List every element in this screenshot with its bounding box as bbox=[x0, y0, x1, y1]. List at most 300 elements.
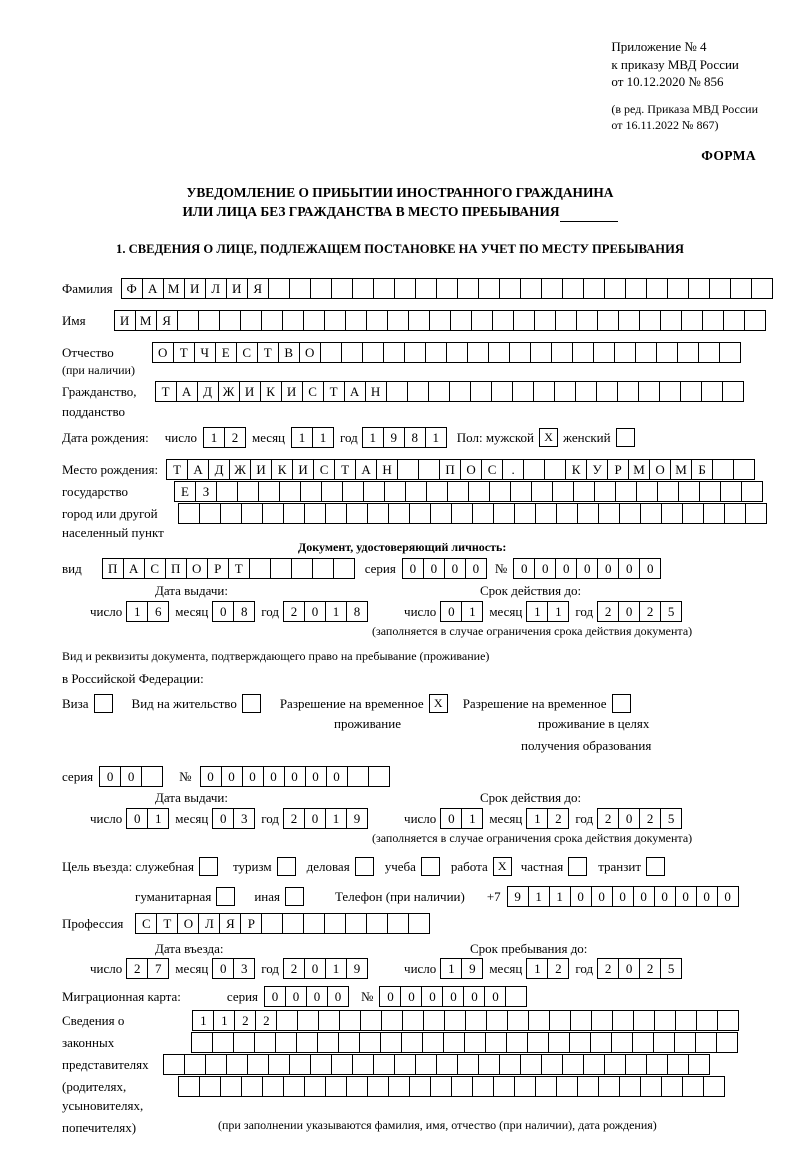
cell[interactable]: 1 bbox=[126, 601, 148, 622]
cell[interactable]: 0 bbox=[221, 766, 243, 787]
cell[interactable]: 0 bbox=[513, 558, 535, 579]
cell[interactable]: Т bbox=[257, 342, 279, 363]
cell[interactable]: Е bbox=[215, 342, 237, 363]
cell[interactable] bbox=[562, 1054, 584, 1075]
cell[interactable] bbox=[418, 459, 440, 480]
cell[interactable]: 9 bbox=[461, 958, 483, 979]
cell[interactable] bbox=[596, 381, 618, 402]
cell[interactable] bbox=[680, 381, 702, 402]
cell[interactable] bbox=[640, 1076, 662, 1097]
doc-issue-month-input[interactable] bbox=[212, 601, 255, 622]
cell[interactable] bbox=[531, 481, 553, 502]
cell[interactable]: 0 bbox=[212, 601, 234, 622]
cell[interactable]: Я bbox=[156, 310, 178, 331]
cell[interactable]: 0 bbox=[618, 558, 640, 579]
name-input[interactable] bbox=[114, 310, 766, 331]
stay-until-year-input[interactable] bbox=[597, 958, 682, 979]
cell[interactable] bbox=[368, 766, 390, 787]
cell[interactable]: С bbox=[302, 381, 324, 402]
private-checkbox[interactable] bbox=[568, 857, 587, 876]
cell[interactable] bbox=[674, 1032, 696, 1053]
cell[interactable]: У bbox=[586, 459, 608, 480]
cell[interactable] bbox=[656, 342, 678, 363]
cell[interactable] bbox=[681, 310, 703, 331]
cell[interactable]: М bbox=[628, 459, 650, 480]
cell[interactable] bbox=[317, 1032, 339, 1053]
cell[interactable] bbox=[594, 481, 616, 502]
cell[interactable] bbox=[646, 1054, 668, 1075]
cell[interactable] bbox=[387, 913, 409, 934]
cell[interactable]: М bbox=[163, 278, 185, 299]
cell[interactable] bbox=[366, 913, 388, 934]
cell[interactable]: Ж bbox=[218, 381, 240, 402]
cell[interactable] bbox=[507, 1010, 529, 1031]
cell[interactable] bbox=[324, 310, 346, 331]
cell[interactable] bbox=[614, 342, 636, 363]
cell[interactable]: 1 bbox=[213, 1010, 235, 1031]
cell[interactable] bbox=[312, 558, 334, 579]
cell[interactable]: 0 bbox=[633, 886, 655, 907]
phone-input[interactable] bbox=[507, 886, 739, 907]
cell[interactable] bbox=[262, 503, 284, 524]
cell[interactable]: 0 bbox=[99, 766, 121, 787]
cell[interactable] bbox=[527, 1032, 549, 1053]
cell[interactable] bbox=[447, 481, 469, 502]
cell[interactable] bbox=[304, 1076, 326, 1097]
cell[interactable] bbox=[384, 481, 406, 502]
legal-rep-input-2[interactable] bbox=[191, 1032, 738, 1053]
cell[interactable] bbox=[444, 1010, 466, 1031]
cell[interactable] bbox=[575, 381, 597, 402]
cell[interactable] bbox=[625, 1054, 647, 1075]
cell[interactable] bbox=[657, 481, 679, 502]
cell[interactable] bbox=[380, 1032, 402, 1053]
cell[interactable] bbox=[661, 503, 683, 524]
cell[interactable] bbox=[373, 1054, 395, 1075]
cell[interactable] bbox=[407, 381, 429, 402]
cell[interactable]: 1 bbox=[291, 427, 313, 448]
edu-res-checkbox[interactable] bbox=[612, 694, 631, 713]
cell[interactable]: К bbox=[260, 381, 282, 402]
cell[interactable] bbox=[409, 503, 431, 524]
cell[interactable]: 0 bbox=[285, 986, 307, 1007]
stay-issue-month-input[interactable] bbox=[212, 808, 255, 829]
work-checkbox[interactable]: X bbox=[493, 857, 512, 876]
cell[interactable] bbox=[216, 481, 238, 502]
cell[interactable] bbox=[220, 503, 242, 524]
cell[interactable] bbox=[283, 1076, 305, 1097]
cell[interactable] bbox=[653, 1032, 675, 1053]
cell[interactable]: 3 bbox=[233, 958, 255, 979]
cell[interactable] bbox=[632, 1032, 654, 1053]
cell[interactable] bbox=[373, 278, 395, 299]
cell[interactable] bbox=[360, 1010, 382, 1031]
cell[interactable] bbox=[405, 481, 427, 502]
cell[interactable]: 0 bbox=[534, 558, 556, 579]
cell[interactable] bbox=[282, 310, 304, 331]
cell[interactable]: Т bbox=[323, 381, 345, 402]
cell[interactable] bbox=[241, 1076, 263, 1097]
cell[interactable] bbox=[291, 558, 313, 579]
cell[interactable] bbox=[352, 1054, 374, 1075]
stay-issue-day-input[interactable] bbox=[126, 808, 169, 829]
cell[interactable]: 1 bbox=[192, 1010, 214, 1031]
cell[interactable]: И bbox=[292, 459, 314, 480]
transit-checkbox[interactable] bbox=[646, 857, 665, 876]
cell[interactable] bbox=[615, 481, 637, 502]
profession-input[interactable] bbox=[135, 913, 430, 934]
cell[interactable]: 0 bbox=[654, 886, 676, 907]
cell[interactable] bbox=[404, 342, 426, 363]
cell[interactable]: К bbox=[565, 459, 587, 480]
cell[interactable]: И bbox=[226, 278, 248, 299]
cell[interactable] bbox=[363, 481, 385, 502]
cell[interactable]: 0 bbox=[570, 886, 592, 907]
cell[interactable]: 2 bbox=[255, 1010, 277, 1031]
other-checkbox[interactable] bbox=[285, 887, 304, 906]
cell[interactable]: 1 bbox=[526, 808, 548, 829]
cell[interactable]: 2 bbox=[597, 958, 619, 979]
cell[interactable] bbox=[654, 1010, 676, 1031]
cell[interactable] bbox=[346, 1076, 368, 1097]
stay-number-input[interactable] bbox=[200, 766, 390, 787]
cell[interactable] bbox=[520, 278, 542, 299]
cell[interactable]: 1 bbox=[312, 427, 334, 448]
doc-issue-day-input[interactable] bbox=[126, 601, 169, 622]
cell[interactable] bbox=[723, 310, 745, 331]
cell[interactable] bbox=[471, 310, 493, 331]
cell[interactable]: 1 bbox=[325, 808, 347, 829]
cell[interactable]: 0 bbox=[618, 601, 640, 622]
cell[interactable] bbox=[387, 310, 409, 331]
cell[interactable]: 9 bbox=[346, 958, 368, 979]
cell[interactable] bbox=[386, 381, 408, 402]
cell[interactable] bbox=[220, 1076, 242, 1097]
cell[interactable]: 9 bbox=[346, 808, 368, 829]
cell[interactable]: Т bbox=[155, 381, 177, 402]
cell[interactable] bbox=[394, 1054, 416, 1075]
cell[interactable] bbox=[510, 481, 532, 502]
cell[interactable]: И bbox=[114, 310, 136, 331]
cell[interactable]: С bbox=[313, 459, 335, 480]
cell[interactable] bbox=[451, 1076, 473, 1097]
cell[interactable] bbox=[408, 310, 430, 331]
cell[interactable] bbox=[640, 503, 662, 524]
cell[interactable]: 7 bbox=[147, 958, 169, 979]
humanitarian-checkbox[interactable] bbox=[216, 887, 235, 906]
cell[interactable] bbox=[548, 1032, 570, 1053]
cell[interactable] bbox=[423, 1010, 445, 1031]
cell[interactable]: Т bbox=[173, 342, 195, 363]
cell[interactable]: 3 bbox=[233, 808, 255, 829]
cell[interactable] bbox=[597, 310, 619, 331]
cell[interactable] bbox=[163, 1054, 185, 1075]
cell[interactable] bbox=[569, 1032, 591, 1053]
cell[interactable] bbox=[177, 310, 199, 331]
cell[interactable] bbox=[333, 558, 355, 579]
cell[interactable]: 1 bbox=[362, 427, 384, 448]
cell[interactable]: 2 bbox=[224, 427, 246, 448]
cell[interactable] bbox=[591, 1010, 613, 1031]
cell[interactable]: 0 bbox=[421, 986, 443, 1007]
cell[interactable] bbox=[541, 278, 563, 299]
cell[interactable]: 0 bbox=[463, 986, 485, 1007]
cell[interactable] bbox=[534, 310, 556, 331]
doc-series-input[interactable] bbox=[402, 558, 487, 579]
cell[interactable]: О bbox=[299, 342, 321, 363]
cell[interactable] bbox=[276, 1010, 298, 1031]
cell[interactable] bbox=[451, 503, 473, 524]
cell[interactable] bbox=[556, 503, 578, 524]
cell[interactable]: 5 bbox=[660, 601, 682, 622]
cell[interactable]: 8 bbox=[233, 601, 255, 622]
cell[interactable] bbox=[283, 503, 305, 524]
cell[interactable] bbox=[205, 1054, 227, 1075]
cell[interactable] bbox=[415, 278, 437, 299]
cell[interactable] bbox=[677, 342, 699, 363]
cell[interactable]: 1 bbox=[461, 808, 483, 829]
cell[interactable] bbox=[430, 1076, 452, 1097]
legal-rep-input-4[interactable] bbox=[178, 1076, 725, 1097]
cell[interactable] bbox=[388, 503, 410, 524]
cell[interactable]: 8 bbox=[346, 601, 368, 622]
cell[interactable]: Ч bbox=[194, 342, 216, 363]
cell[interactable]: 0 bbox=[555, 558, 577, 579]
cell[interactable]: М bbox=[670, 459, 692, 480]
cell[interactable]: П bbox=[439, 459, 461, 480]
cell[interactable] bbox=[520, 1054, 542, 1075]
purpose-official-checkbox[interactable] bbox=[199, 857, 218, 876]
cell[interactable] bbox=[478, 1054, 500, 1075]
cell[interactable] bbox=[619, 503, 641, 524]
cell[interactable]: 0 bbox=[400, 986, 422, 1007]
stay-series-input[interactable] bbox=[99, 766, 163, 787]
cell[interactable]: О bbox=[460, 459, 482, 480]
cell[interactable] bbox=[450, 310, 472, 331]
cell[interactable] bbox=[212, 1032, 234, 1053]
cell[interactable] bbox=[178, 1076, 200, 1097]
cell[interactable]: 0 bbox=[284, 766, 306, 787]
cell[interactable]: М bbox=[135, 310, 157, 331]
cell[interactable]: 1 bbox=[547, 601, 569, 622]
cell[interactable]: 0 bbox=[326, 766, 348, 787]
cell[interactable] bbox=[199, 1076, 221, 1097]
cell[interactable] bbox=[499, 278, 521, 299]
cell[interactable] bbox=[698, 342, 720, 363]
cell[interactable]: И bbox=[281, 381, 303, 402]
cell[interactable] bbox=[554, 381, 576, 402]
cell[interactable] bbox=[310, 1054, 332, 1075]
cell[interactable] bbox=[491, 381, 513, 402]
cell[interactable]: Б bbox=[691, 459, 713, 480]
cell[interactable]: 0 bbox=[120, 766, 142, 787]
cell[interactable] bbox=[499, 1054, 521, 1075]
cell[interactable] bbox=[724, 503, 746, 524]
cell[interactable]: Л bbox=[205, 278, 227, 299]
cell[interactable] bbox=[712, 459, 734, 480]
birth-month-input[interactable] bbox=[291, 427, 334, 448]
cell[interactable] bbox=[741, 481, 763, 502]
cell[interactable]: С bbox=[481, 459, 503, 480]
cell[interactable]: 2 bbox=[639, 601, 661, 622]
cell[interactable] bbox=[425, 342, 447, 363]
stay-valid-day-input[interactable] bbox=[440, 808, 483, 829]
birth-city-input-2[interactable] bbox=[178, 503, 767, 524]
citizenship-input[interactable] bbox=[155, 381, 744, 402]
cell[interactable]: 1 bbox=[549, 886, 571, 907]
cell[interactable]: Д bbox=[197, 381, 219, 402]
cell[interactable] bbox=[702, 310, 724, 331]
cell[interactable]: 9 bbox=[507, 886, 529, 907]
cell[interactable] bbox=[577, 503, 599, 524]
cell[interactable] bbox=[583, 1054, 605, 1075]
cell[interactable]: 5 bbox=[660, 808, 682, 829]
cell[interactable]: 0 bbox=[305, 766, 327, 787]
tourism-checkbox[interactable] bbox=[277, 857, 296, 876]
cell[interactable] bbox=[719, 342, 741, 363]
cell[interactable]: О bbox=[177, 913, 199, 934]
cell[interactable] bbox=[341, 342, 363, 363]
cell[interactable]: 6 bbox=[147, 601, 169, 622]
cell[interactable] bbox=[636, 481, 658, 502]
cell[interactable]: 0 bbox=[304, 958, 326, 979]
cell[interactable]: И bbox=[239, 381, 261, 402]
cell[interactable]: З bbox=[195, 481, 217, 502]
cell[interactable]: Т bbox=[334, 459, 356, 480]
cell[interactable] bbox=[722, 381, 744, 402]
cell[interactable] bbox=[428, 381, 450, 402]
cell[interactable] bbox=[544, 459, 566, 480]
cell[interactable]: 2 bbox=[283, 601, 305, 622]
cell[interactable]: П bbox=[102, 558, 124, 579]
cell[interactable]: 2 bbox=[283, 808, 305, 829]
cell[interactable]: 0 bbox=[304, 601, 326, 622]
cell[interactable]: Н bbox=[365, 381, 387, 402]
cell[interactable] bbox=[362, 342, 384, 363]
cell[interactable] bbox=[366, 310, 388, 331]
cell[interactable] bbox=[261, 913, 283, 934]
study-checkbox[interactable] bbox=[421, 857, 440, 876]
cell[interactable] bbox=[633, 1010, 655, 1031]
cell[interactable] bbox=[688, 1054, 710, 1075]
cell[interactable] bbox=[415, 1054, 437, 1075]
cell[interactable] bbox=[446, 342, 468, 363]
cell[interactable] bbox=[612, 1010, 634, 1031]
cell[interactable] bbox=[492, 310, 514, 331]
cell[interactable] bbox=[318, 1010, 340, 1031]
cell[interactable] bbox=[282, 913, 304, 934]
cell[interactable]: Р bbox=[240, 913, 262, 934]
cell[interactable] bbox=[506, 1032, 528, 1053]
cell[interactable]: 1 bbox=[325, 601, 347, 622]
cell[interactable] bbox=[303, 310, 325, 331]
cell[interactable] bbox=[720, 481, 742, 502]
doc-valid-day-input[interactable] bbox=[440, 601, 483, 622]
cell[interactable]: Р bbox=[607, 459, 629, 480]
cell[interactable] bbox=[352, 278, 374, 299]
cell[interactable] bbox=[682, 1076, 704, 1097]
cell[interactable]: 0 bbox=[675, 886, 697, 907]
cell[interactable]: Т bbox=[156, 913, 178, 934]
cell[interactable] bbox=[489, 481, 511, 502]
cell[interactable] bbox=[667, 278, 689, 299]
cell[interactable] bbox=[467, 342, 489, 363]
cell[interactable]: 0 bbox=[264, 986, 286, 1007]
cell[interactable] bbox=[303, 913, 325, 934]
cell[interactable] bbox=[572, 342, 594, 363]
cell[interactable] bbox=[297, 1010, 319, 1031]
cell[interactable] bbox=[618, 310, 640, 331]
cell[interactable] bbox=[493, 503, 515, 524]
cell[interactable]: 2 bbox=[597, 808, 619, 829]
cell[interactable] bbox=[233, 1032, 255, 1053]
cell[interactable] bbox=[346, 503, 368, 524]
cell[interactable] bbox=[226, 1054, 248, 1075]
cell[interactable]: 0 bbox=[200, 766, 222, 787]
cell[interactable]: 0 bbox=[440, 601, 462, 622]
cell[interactable] bbox=[141, 766, 163, 787]
stay-valid-month-input[interactable] bbox=[526, 808, 569, 829]
cell[interactable] bbox=[338, 1032, 360, 1053]
cell[interactable] bbox=[570, 1010, 592, 1031]
cell[interactable] bbox=[331, 278, 353, 299]
cell[interactable]: 0 bbox=[465, 558, 487, 579]
cell[interactable] bbox=[604, 278, 626, 299]
cell[interactable] bbox=[367, 503, 389, 524]
cell[interactable] bbox=[258, 481, 280, 502]
cell[interactable] bbox=[339, 1010, 361, 1031]
cell[interactable] bbox=[639, 310, 661, 331]
cell[interactable] bbox=[268, 1054, 290, 1075]
cell[interactable] bbox=[240, 310, 262, 331]
cell[interactable]: 0 bbox=[306, 986, 328, 1007]
cell[interactable]: О bbox=[649, 459, 671, 480]
cell[interactable]: А bbox=[355, 459, 377, 480]
cell[interactable]: 0 bbox=[717, 886, 739, 907]
cell[interactable] bbox=[493, 1076, 515, 1097]
cell[interactable]: 0 bbox=[576, 558, 598, 579]
cell[interactable] bbox=[598, 1076, 620, 1097]
cell[interactable] bbox=[675, 1010, 697, 1031]
cell[interactable] bbox=[488, 342, 510, 363]
cell[interactable] bbox=[541, 1054, 563, 1075]
business-checkbox[interactable] bbox=[355, 857, 374, 876]
cell[interactable]: 2 bbox=[283, 958, 305, 979]
doc-issue-year-input[interactable] bbox=[283, 601, 368, 622]
cell[interactable] bbox=[270, 558, 292, 579]
cell[interactable]: 0 bbox=[327, 986, 349, 1007]
cell[interactable] bbox=[325, 1076, 347, 1097]
cell[interactable]: С bbox=[135, 913, 157, 934]
cell[interactable] bbox=[289, 1054, 311, 1075]
doc-valid-year-input[interactable] bbox=[597, 601, 682, 622]
cell[interactable] bbox=[468, 481, 490, 502]
cell[interactable] bbox=[744, 310, 766, 331]
entry-month-input[interactable] bbox=[212, 958, 255, 979]
birth-day-input[interactable] bbox=[203, 427, 246, 448]
cell[interactable] bbox=[505, 986, 527, 1007]
cell[interactable]: Н bbox=[376, 459, 398, 480]
cell[interactable] bbox=[304, 503, 326, 524]
cell[interactable]: Р bbox=[207, 558, 229, 579]
cell[interactable] bbox=[472, 1076, 494, 1097]
cell[interactable]: И bbox=[250, 459, 272, 480]
cell[interactable]: Т bbox=[228, 558, 250, 579]
cell[interactable] bbox=[237, 481, 259, 502]
cell[interactable] bbox=[619, 1076, 641, 1097]
cell[interactable] bbox=[429, 310, 451, 331]
cell[interactable] bbox=[408, 913, 430, 934]
